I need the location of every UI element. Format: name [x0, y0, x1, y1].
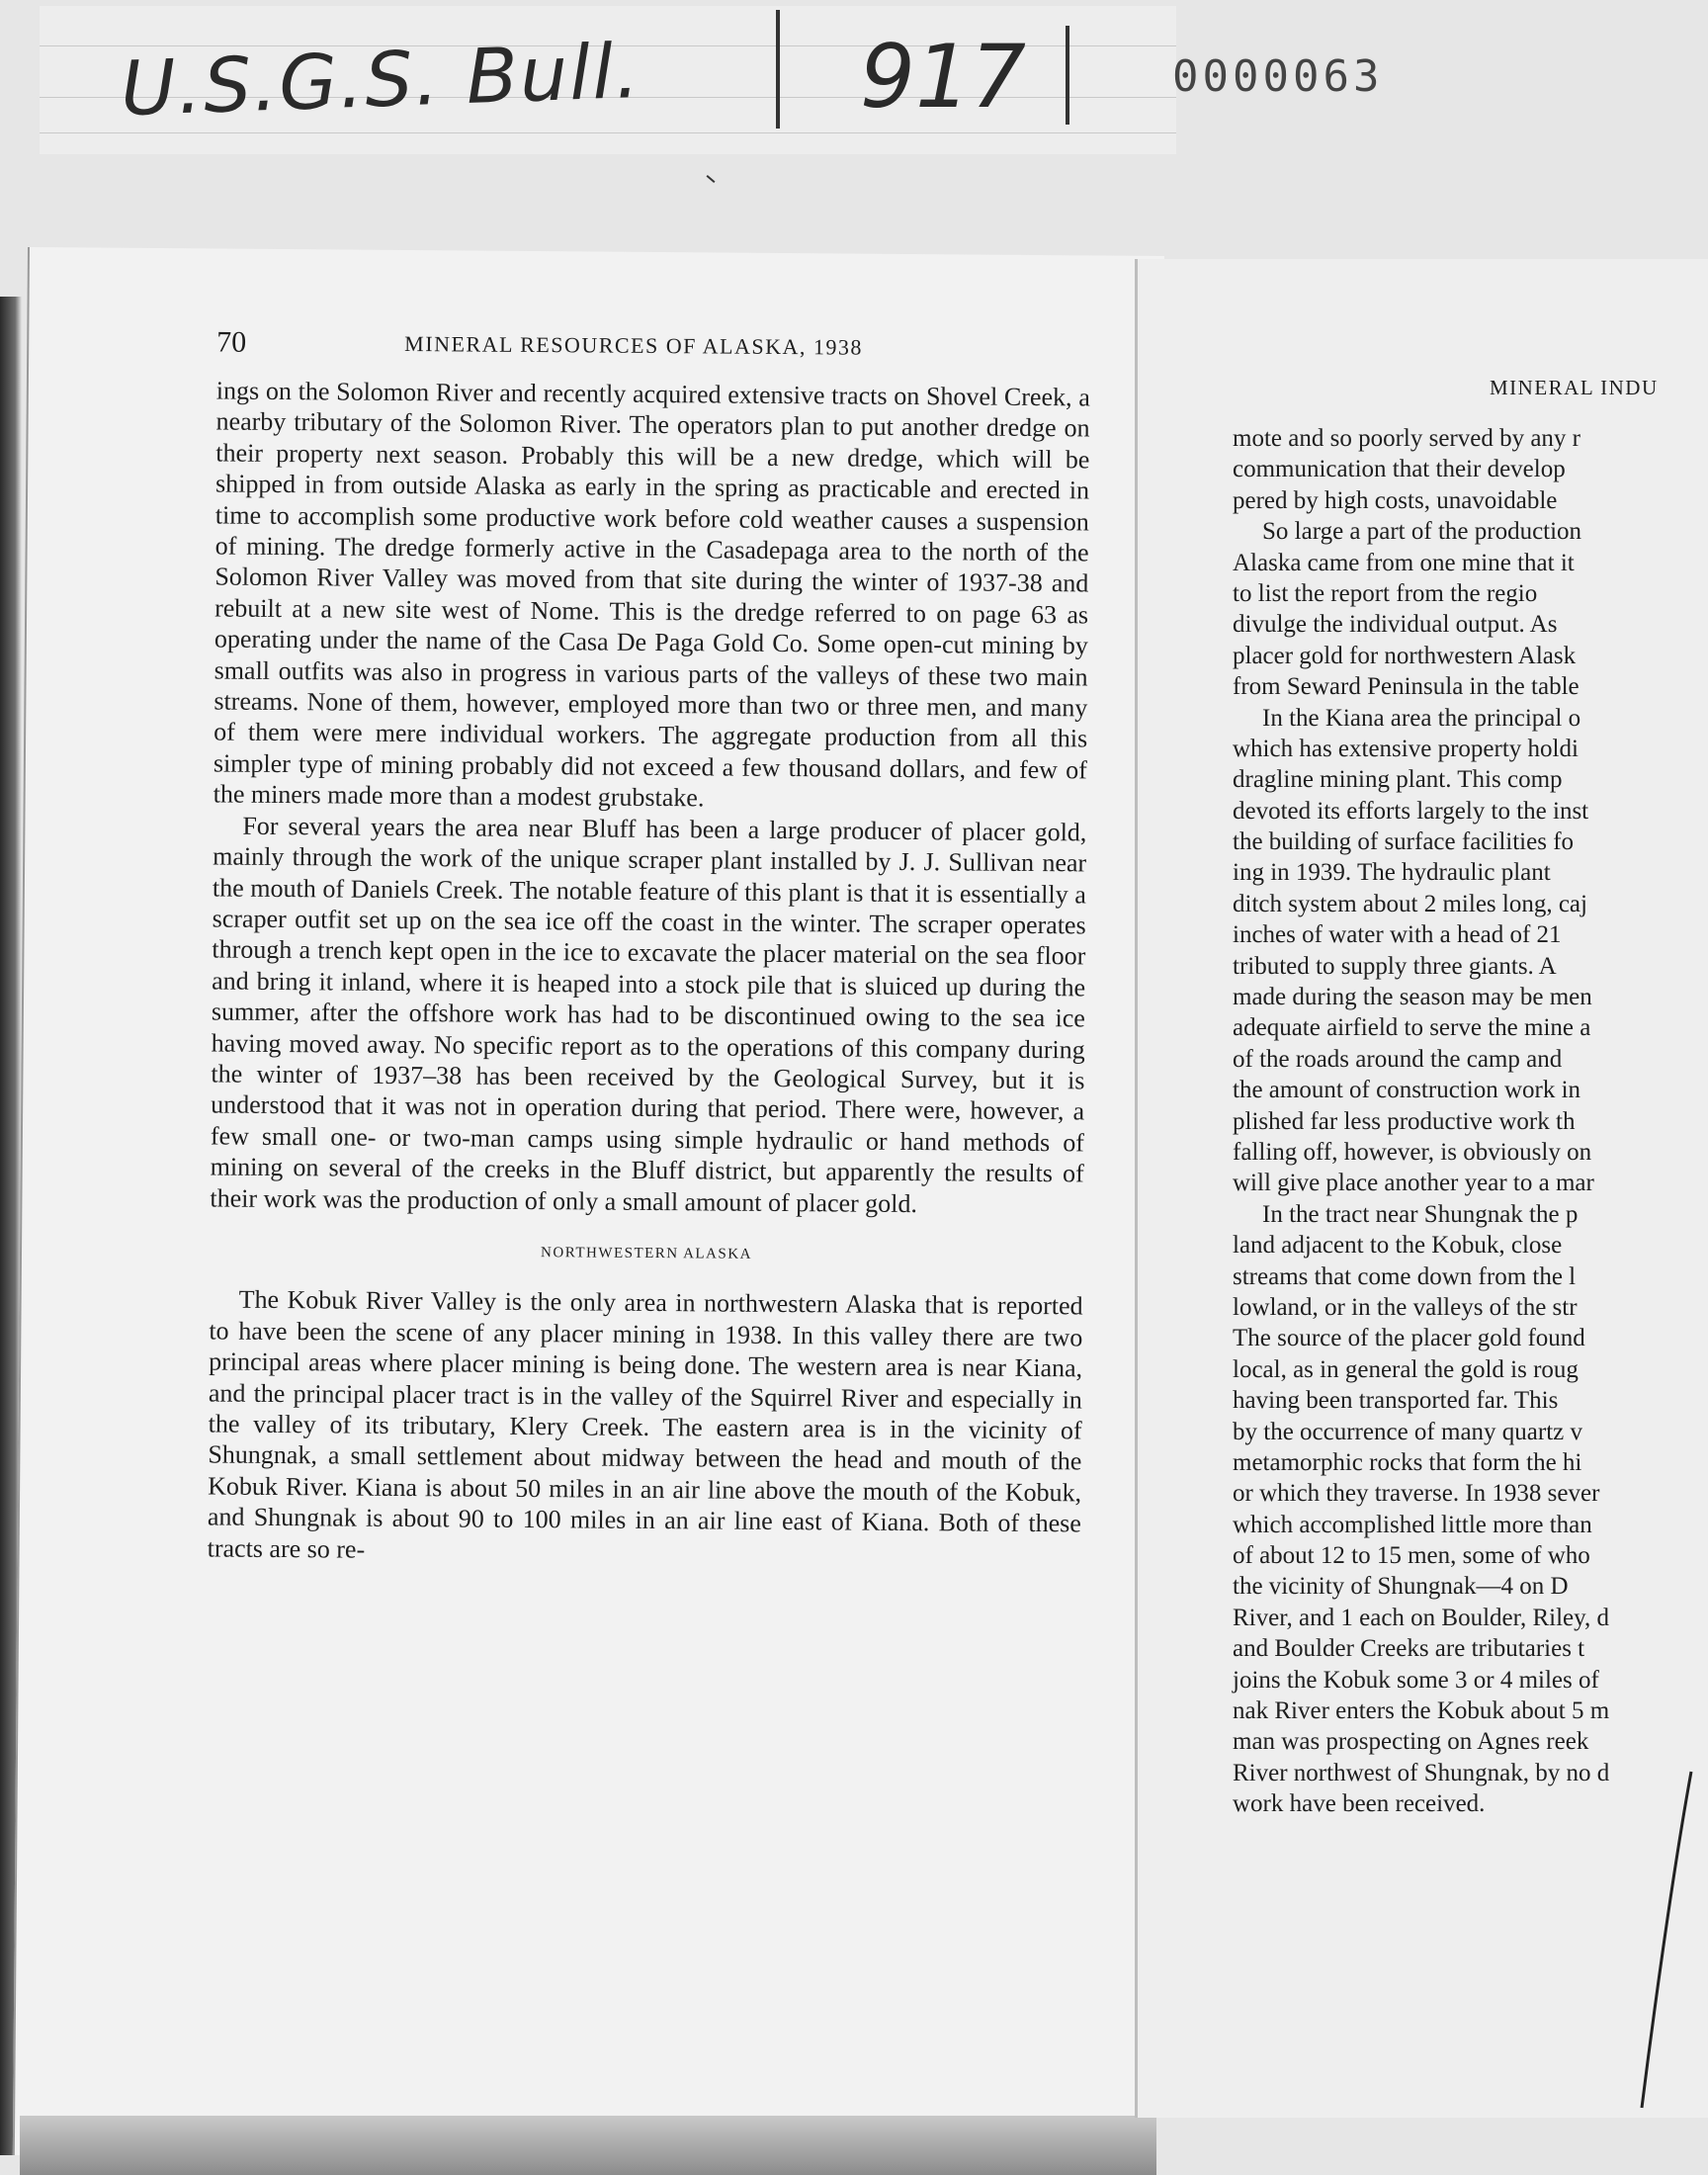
text-line: devoted its efforts largely to the inst — [1233, 797, 1589, 825]
text-line: made during the season may be men — [1233, 984, 1592, 1011]
text-line: or which they traverse. In 1938 sever — [1233, 1480, 1600, 1508]
text-line: the vicinity of Shungnak—4 on D — [1233, 1573, 1569, 1601]
label-divider-stroke — [776, 10, 780, 129]
label-strip — [40, 6, 1176, 154]
text-line: joins the Kobuk some 3 or 4 miles of — [1233, 1666, 1599, 1694]
text-line: Alaska came from one mine that it — [1233, 549, 1575, 576]
paragraph: The Kobuk River Valley is the only area in northwestern Alaska that is reported to have been the scene of any placer mining in 1938. In this valley there are two principal areas where placer mining is being done. The western area is near Kiana, and the principal placer tract is in the valley of the Squirrel River and especially in the valley of its tributary, Klery Creek. The eastern area is in the vicinity of Shungnak, a small settlement about midway between the head and mouth of the Kobuk River. Kiana is about 50 miles in an air line above the mouth of the Kobuk, and Shungnak is about 90 to 100 miles in an air line east of Kiana. Both of these tracts are so re- — [207, 1285, 1083, 1564]
text-line: will give place another year to a mar — [1233, 1170, 1594, 1197]
text-line: So large a part of the production — [1262, 518, 1582, 546]
stray-mark — [707, 175, 716, 183]
page-bottom-shadow — [20, 2116, 1156, 2175]
text-line: ditch system about 2 miles long, caj — [1233, 890, 1587, 917]
text-line: of the roads around the camp and — [1233, 1045, 1563, 1073]
text-line: pered by high costs, unavoidable — [1233, 486, 1558, 514]
text-line: of about 12 to 15 men, some of who — [1233, 1542, 1590, 1570]
text-line: River, and 1 each on Boulder, Riley, d — [1233, 1604, 1610, 1631]
frame-number: 0000063 — [1172, 51, 1384, 102]
text-line: which accomplished little more than — [1233, 1511, 1592, 1538]
text-line: divulge the individual output. As — [1233, 611, 1558, 639]
text-line: the amount of construction work in — [1233, 1077, 1581, 1104]
text-line: lowland, or in the valleys of the str — [1233, 1293, 1578, 1321]
bulletin-number: 917 — [860, 26, 1026, 128]
left-page-body — [208, 376, 1090, 1571]
label-divider-stroke — [1066, 26, 1069, 125]
text-line: to list the report from the regio — [1233, 579, 1538, 607]
text-line: River northwest of Shungnak, by no d — [1233, 1759, 1610, 1786]
text-line: mote and so poorly served by any r — [1233, 425, 1581, 452]
text-line: from Seward Peninsula in the table — [1233, 673, 1580, 701]
right-page — [1135, 259, 1708, 2118]
text-line: inches of water with a head of 21 — [1233, 921, 1562, 949]
text-line: ing in 1939. The hydraulic plant — [1233, 859, 1551, 887]
text-line: metamorphic rocks that form the hi — [1233, 1448, 1582, 1476]
running-head: MINERAL RESOURCES OF ALASKA, 1938 — [404, 330, 864, 360]
text-line: which has extensive property holdi — [1233, 735, 1579, 762]
page-number: 70 — [216, 325, 247, 359]
text-line: by the occurrence of many quartz v — [1233, 1418, 1583, 1445]
text-line: land adjacent to the Kobuk, close — [1233, 1232, 1563, 1260]
text-line: work have been received. — [1233, 1790, 1486, 1818]
text-line: the building of surface facilities fo — [1233, 828, 1575, 856]
text-line: The source of the placer gold found — [1233, 1325, 1585, 1352]
section-heading: NORTHWESTERN ALASKA — [541, 1245, 753, 1262]
text-line: tributed to supply three giants. A — [1233, 952, 1557, 980]
text-line: and Boulder Creeks are tributaries t — [1233, 1635, 1585, 1663]
right-running-head: MINERAL INDU — [1490, 376, 1659, 399]
text-line: streams that come down from the l — [1233, 1262, 1577, 1290]
text-line: communication that their develop — [1233, 456, 1566, 483]
text-line: having been transported far. This — [1233, 1387, 1559, 1415]
paragraph: For several years the area near Bluff has been a large producer of placer gold, mainly through the work of the unique scraper plant installed by J. J. Sullivan near the mouth of Daniels Creek. The notable feature of this plant is that it is essentially a scraper outfit set up on the sea ice off the coast in the winter. The scraper operates through a trench kept open in the ice to excavate the placer material on the sea floor and bring it inland, where it is heaped into a stock pile that is sluiced up during the summer, after the offshore work has had to be discontinued owing to the sea ice having moved away. No specific report as to the operations of this company during the winter of 1937–38 has been received by the Geological Survey, but it is understood that it was not in operation during that period. There were, however, a few small one- or two-man camps using simple hydraulic or hand methods of mining on several of the creeks in the Bluff district, but apparently the results of their work was the production of only a small amount of placer gold. — [210, 811, 1087, 1218]
text-line: adequate airfield to serve the mine a — [1233, 1014, 1591, 1042]
text-line: placer gold for northwestern Alask — [1233, 642, 1577, 669]
text-line: In the Kiana area the principal o — [1262, 704, 1581, 732]
handwritten-label: U.S.G.S. Bull. — [119, 26, 642, 133]
text-line: nak River enters the Kobuk about 5 m — [1233, 1697, 1610, 1725]
left-page — [13, 247, 1164, 2164]
text-line: falling off, however, is obviously on — [1233, 1138, 1592, 1166]
text-line: local, as in general the gold is roug — [1233, 1355, 1579, 1383]
text-line: dragline mining plant. This comp — [1233, 766, 1563, 794]
text-line: man was prospecting on Agnes reek — [1233, 1728, 1589, 1756]
text-line: In the tract near Shungnak the p — [1262, 1200, 1579, 1228]
text-line: plished far less productive work th — [1233, 1107, 1576, 1135]
pencil-mark — [1138, 259, 1708, 2118]
paragraph: ings on the Solomon River and recently acquired extensive tracts on Shovel Creek, a nearby tributary of the Solomon River. The operators plan to put another dredge on their property next season. Probably this will be a new dredge, which will be shipped in from outside Alaska as early in the spring as practicable and erected in time to accomplish some productive work before cold weather causes a suspension of mining. The dredge formerly active in the Casadepaga area to the north of the Solomon River Valley was moved from that site during the winter of 1937-38 and rebuilt at a new site west of Nome. This is the dredge referred to on page 63 as operating under the name of the Casa De Paga Gold Co. Some open-cut mining by small outfits was also in progress in various parts of the valleys of these two main streams. None of them, however, employed more than two or three men, and many of them were mere individual workers. The aggregate production from all this simpler type of mining probably did not exceed a few thousand dollars, and few of the miners made more than a modest grubstake. — [213, 376, 1090, 813]
